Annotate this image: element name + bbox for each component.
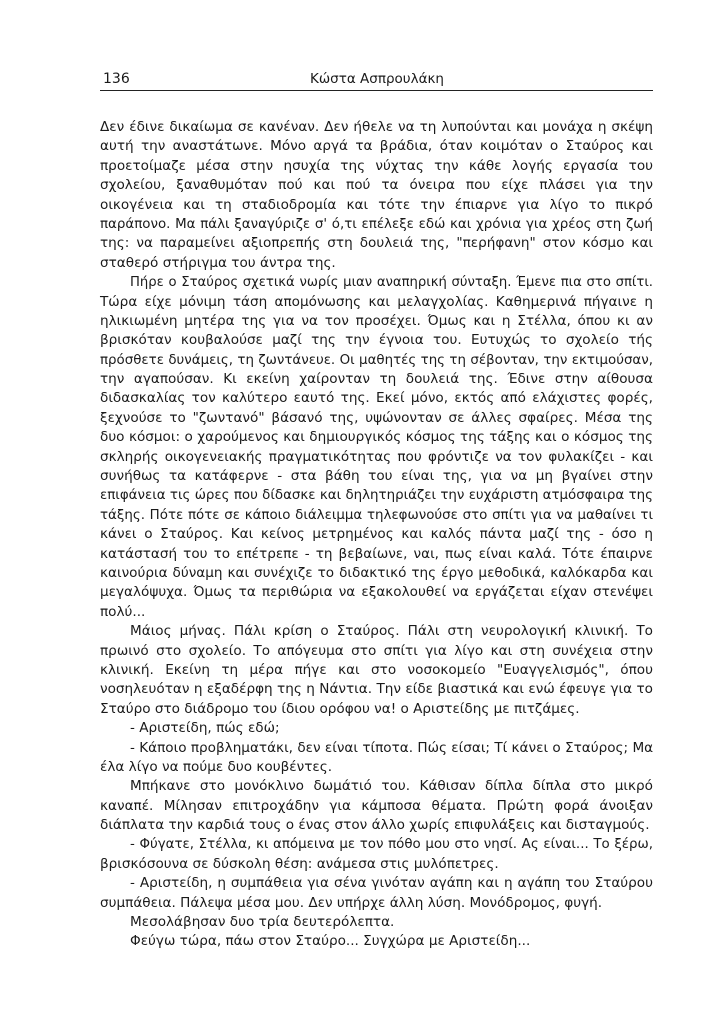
text-line: Μεσολάβησαν δυο τρία δευτερόλεπτα. — [130, 914, 395, 931]
text-line: πρωινό στο σχολείο. Το απόγευμα στο σπίτι για λίγο και στη συνέχεια στην — [100, 642, 653, 659]
text-line: προετοίμαζε μέσα στην ησυχία της νύχτας την κάθε λογής εργασία του — [100, 157, 653, 174]
text-line: τάξης. Πότε πότε σε κάποιο διάλειμμα τηλεφωνούσε στο σπίτι για να μαθαίνει τι — [100, 507, 653, 523]
text-line: Πήρε ο Σταύρος σχετικά νωρίς μιαν αναπηρική σύνταξη. Έμενε πια στο σπίτι. — [130, 275, 653, 291]
text-line: οικογένεια και τη σταδιοδρομία και τότε την έπιαρνε για λίγο το πικρό — [100, 196, 653, 213]
text-line: συμπάθεια. Πάλεψα μέσα μου. Δεν υπήρχε άλλη λύση. Μονόδρομος, φυγή. — [100, 894, 603, 911]
text-line: της: να παραμείνει αξιοπρεπής στη δουλειά της, "περήφανη" στον κόσμο και — [100, 235, 653, 252]
page-header — [103, 70, 651, 92]
body-text — [100, 118, 653, 952]
text-line: σταθερό στήριγμα του άντρα της. — [100, 254, 336, 271]
page-number: 136 — [103, 71, 130, 87]
text-line: Σταύρο στο διάδρομο του ίδιου ορόφου να! ο Αριστείδης με πιτζάμες. — [100, 700, 580, 717]
text-line: συνήθως τα κατάφερνε - στα βάθη του είναι της, για να μη βγαίνει στην — [100, 468, 653, 485]
text-line: νοσηλευόταν η εξαδέρφη της η Νάντια. Την είδε βιαστικά και ενώ έφευγε για το — [100, 681, 653, 698]
text-line: την αγαπούσαν. Κι εκείνη χαίρονταν τη δουλειά της. Έδινε στην αίθουσα — [100, 371, 653, 388]
text-line: Φεύγω τώρα, πάω στον Σταύρο... Συγχώρα με Αριστείδη... — [130, 933, 531, 950]
running-title: Κώστα Ασπρουλάκη — [310, 71, 444, 87]
text-line: κάνει ο Σταύρος. Και κείνος μετρημένος και καλός πάντα μαζί της - όσο η — [100, 526, 653, 543]
text-line: κατάστασή του το επέτρεπε - τη βεβαίωνε, ναι, πως είναι καλά. Τότε έπαιρνε — [100, 545, 653, 562]
header-rule — [100, 90, 653, 91]
text-line: καινούρια δύναμη και συνέχιζε το διδακτικό της έργο μεθοδικά, καλόκαρδα και — [100, 564, 653, 581]
text-line: έλα λίγο να πούμε δυο κουβέντες. — [100, 758, 333, 775]
text-line: κλινική. Εκείνη τη μέρα πήγε και στο νοσοκομείο "Ευαγγελισμός", όπου — [100, 661, 653, 678]
text-line: - Κάποιο προβληματάκι, δεν είναι τίποτα. Πώς είσαι; Τί κάνει ο Σταύρος; Μα — [130, 739, 654, 756]
text-line: δυο κόσμοι: ο χαρούμενος και δημιουργικός κόσμος της τάξης και ο κόσμος της — [100, 429, 653, 446]
text-line: Δεν έδινε δικαίωμα σε κανέναν. Δεν ήθελε να τη λυπούνται και μονάχα η σκέψη — [100, 119, 653, 135]
text-line: παράπονο. Μα πάλι ξαναγύριζε σ' ό,τι επέλεξε εδώ και χρόνια για χρέος στη ζωή — [100, 216, 653, 232]
text-line: - Αριστείδη, η συμπάθεια για σένα γινόταν αγάπη και η αγάπη του Σταύρου — [130, 875, 653, 892]
text-line: διδασκαλίας τον καλύτερο εαυτό της. Εκεί μόνο, εκτός από ελάχιστες φορές, — [100, 390, 653, 407]
text-line: σχολείου, ξαναθυμόταν πού και πού τα όνειρα που είχε πλάσει για την — [100, 177, 653, 194]
text-line: σκληρής οικογενειακής πραγματικότητας που φρόντιζε να τον φυλακίζει - και — [100, 448, 653, 465]
text-line: καναπέ. Μίλησαν επιτροχάδην για κάμποσα θέματα. Πρώτη φορά άνοιξαν — [100, 797, 653, 814]
text-line: διάπλατα την καρδιά τους ο ένας στον άλλο χωρίς επιφυλάξεις και δισταγμούς. — [100, 817, 650, 834]
text-line: ξεχνούσε το "ζωντανό" βάσανό της, υψώνονταν σε άλλες σφαίρες. Μέσα της — [100, 409, 653, 426]
text-line: - Φύγατε, Στέλλα, κι απόμεινα με τον πόθο μου στο νησί. Ας είναι... Το ξέρω, — [130, 837, 653, 853]
text-line: μεγαλόψυχα. Όμως τα περιθώρια να εξακολουθεί να εργάζεται είχαν στενέψει — [100, 584, 653, 601]
text-line: αυτή την αναστάτωνε. Μόνο αργά τα βράδια, όταν κοιμόταν ο Σταύρος και — [100, 138, 653, 155]
text-line: βρισκόταν κουβαλούσε μαζί της την έγνοια του. Ευτυχώς το σχολείο τής — [100, 332, 653, 349]
text-line: - Αριστείδη, πώς εδώ; — [130, 720, 280, 737]
text-line: ηλικιωμένη μητέρα της για να τον προσέχει. Όμως και η Στέλλα, όπου κι αν — [100, 312, 653, 329]
text-line: Τώρα είχε μόνιμη τάση απομόνωσης και μελαγχολίας. Καθημερινά πήγαινε η — [100, 293, 653, 310]
text-line: επιφάνεια τις ώρες που δίδασκε και δηλητηριάζει την ευχάριστη ατμόσφαιρα της — [100, 488, 653, 504]
text-line: πρόσθετε δυνάμεις, τη ζωντάνευε. Οι μαθητές της τη σέβονταν, την εκτιμούσαν, — [100, 352, 653, 368]
text-line: Μάιος μήνας. Πάλι κρίση ο Σταύρος. Πάλι στη νευρολογική κλινική. Το — [130, 623, 653, 640]
text-line: βρισκόσουνα σε δύσκολη θέση: ανάμεσα στις μυλόπετρες. — [100, 855, 499, 872]
text-line: πολύ... — [100, 603, 146, 620]
text-line: Μπήκανε στο μονόκλινο δωμάτιό του. Κάθισαν δίπλα δίπλα στο μικρό — [130, 778, 653, 795]
